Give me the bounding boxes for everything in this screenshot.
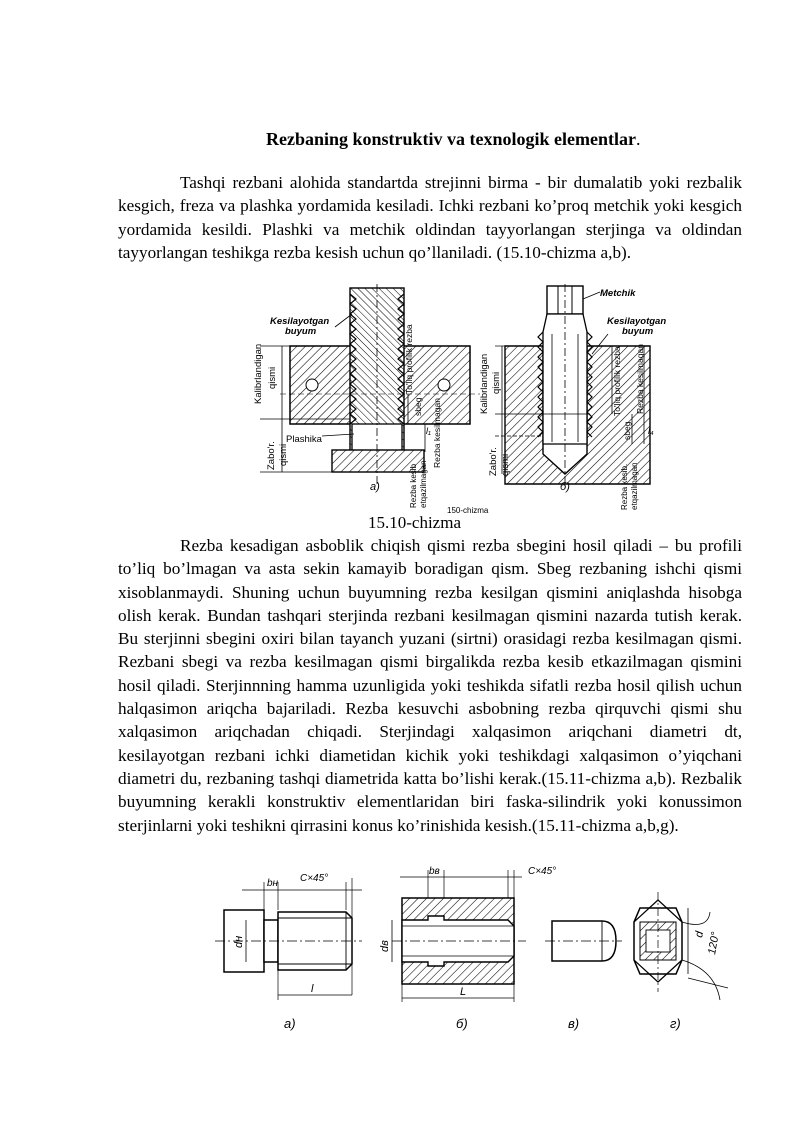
- title-text: Rezbaning konstruktiv va texnologik elementlar: [266, 129, 637, 149]
- title-period: .: [636, 129, 641, 149]
- label-bn: bн: [267, 878, 279, 889]
- label-l4: l₄: [648, 426, 654, 436]
- label-metchik: Metchik: [600, 288, 636, 299]
- cut-caption: 150-chizma: [447, 506, 489, 514]
- figure-15-10: [240, 284, 690, 514]
- label-kalibrlandigan-r: Kalibrlandigan: [479, 353, 490, 414]
- figure-15-10-b: [479, 284, 666, 510]
- label-buyum-r: buyum: [622, 326, 654, 337]
- label-bb: bв: [429, 866, 440, 877]
- label-sbeg: sbeg: [413, 397, 423, 416]
- sublabel-fig2-a: a): [284, 1016, 296, 1031]
- figure-caption-15-10: 15.10-chizma: [368, 513, 461, 532]
- label-qismi: qismi: [267, 366, 278, 389]
- label-zabor-r: Zabo'r.: [488, 447, 499, 476]
- figure-15-11-g: [634, 892, 728, 1031]
- label-kesilayotgan-r: Kesilayotgan: [607, 316, 667, 327]
- label-qismi-r: qismi: [491, 371, 502, 394]
- label-rezba-kesilmagan-r: Rezba kesilmagan: [635, 344, 645, 414]
- label-plashka: Plashika: [286, 434, 322, 445]
- label-d: d: [693, 930, 707, 939]
- figure-15-11-b: [379, 866, 556, 1031]
- figure-15-11-a: [215, 873, 362, 1031]
- sublabel-fig2-v: в): [568, 1016, 580, 1031]
- section-title: [0, 127, 800, 151]
- label-sbeg-r: sbeg: [622, 421, 632, 440]
- label-rezba-kesib-r: Rezba kesib.: [620, 463, 629, 510]
- label-l: l: [311, 983, 314, 995]
- figure-15-10-a: [253, 284, 480, 508]
- sublabel-fig2-g: г): [670, 1016, 681, 1031]
- label-angle: 120°: [706, 931, 722, 956]
- label-dn: dн: [233, 935, 245, 948]
- label-buyum: buyum: [285, 326, 317, 337]
- label-rezba-kesilmagan: Rezba kesilmagan: [432, 398, 442, 468]
- label-L: L: [460, 986, 467, 998]
- paragraph-intro: Tashqi rezbani alohida standartda strejinni birma - bir dumalatib yoki rezbalik kesgich, freza va plashka yordamida kesiladi. Ichki rezbani ko’proq metchik yoki kesgich yordamida kesildi. Plashki va metchik oldindan tayyorlangan sterjinga va oldindan tayyorlangan teshikga rezba kesish uchun qo’llaniladi. (15.10-chizma a,b).: [118, 173, 742, 262]
- label-toliq-profilik: To'liq profilik rezba: [404, 324, 414, 394]
- label-etqazilmagan-r: etqazilmagan: [630, 462, 639, 510]
- figure-15-11: [210, 860, 750, 1045]
- label-rezba-kesib: Rezba kesib: [409, 463, 418, 508]
- label-toliq-profilik-r: To'liq profilik rezba: [612, 346, 622, 416]
- paragraph-main: Rezba kesadigan asboblik chiqish qismi rezba sbegini hosil qiladi – bu profili to’liq bo’lmagan va asta sekin kamayib boradigan qism. Sbeg rezbaning ishchi qismi xisoblanmaydi. Shuning uchun buyumning rezba kesilgan qismini aniqlashda hisobga olish kerak. Bundan tashqari sterjinda rezbani kesilmagan qismini nazarda tutish kerak. Bu sterjinni sbegini oxiri bilan tayanch yuzani (sirtni) orasidagi rezba kesilmagan qismi. Rezbani sbegi va rezba kesilmagan qismi birgalikda rezba kesib etkazilmagan qismini hosil qiladi. Sterjinnning hamma uzunligida yoki teshikda sifatli rezba hosil qilish uchun halqasimon ariqcha bajariladi. Rezba kesuvchi asbobning rezba qirquvchi qismi shu xalqasimon ariqchadan chiqadi. Sterjindagi xalqasimon ariqchani diametri dt, kesilayotgan rezbani ichki diametidan kichik yoki teshikdagi xalqasimon o’yiqchani diametri du, rezbaning tashqi diametrida katta bo’lishi kerak.(15.11-chizma a,b). Rezbalik buyumning kerakli konstruktiv elementlaridan biri faska-silindrik yoki konussimon sterjinlarni yoki teshikni qirrasini konus ko’rinishida kesish.(15.11-chizma a,b,g).: [118, 536, 742, 835]
- label-kalibrlandigan: Kalibrlandigan: [253, 343, 264, 404]
- label-zabor-qismi: qismi: [278, 443, 289, 466]
- label-kesilayotgan: Kesilayotgan: [270, 316, 330, 327]
- label-db: dв: [379, 940, 391, 952]
- label-etqazilmagan: etqazilmagan: [419, 460, 428, 508]
- label-chamfer-b: C×45°: [528, 866, 557, 877]
- sublabel-fig2-b: б): [456, 1016, 468, 1031]
- label-chamfer-a: C×45°: [300, 873, 329, 884]
- sublabel-a: a): [370, 481, 380, 493]
- label-l1: l₁: [426, 426, 431, 436]
- figure-15-11-v: [545, 921, 622, 1031]
- label-zabor: Zabo'r.: [266, 441, 277, 470]
- sublabel-b: б): [560, 481, 570, 493]
- label-zabor-qismi-r: qismi: [500, 453, 511, 476]
